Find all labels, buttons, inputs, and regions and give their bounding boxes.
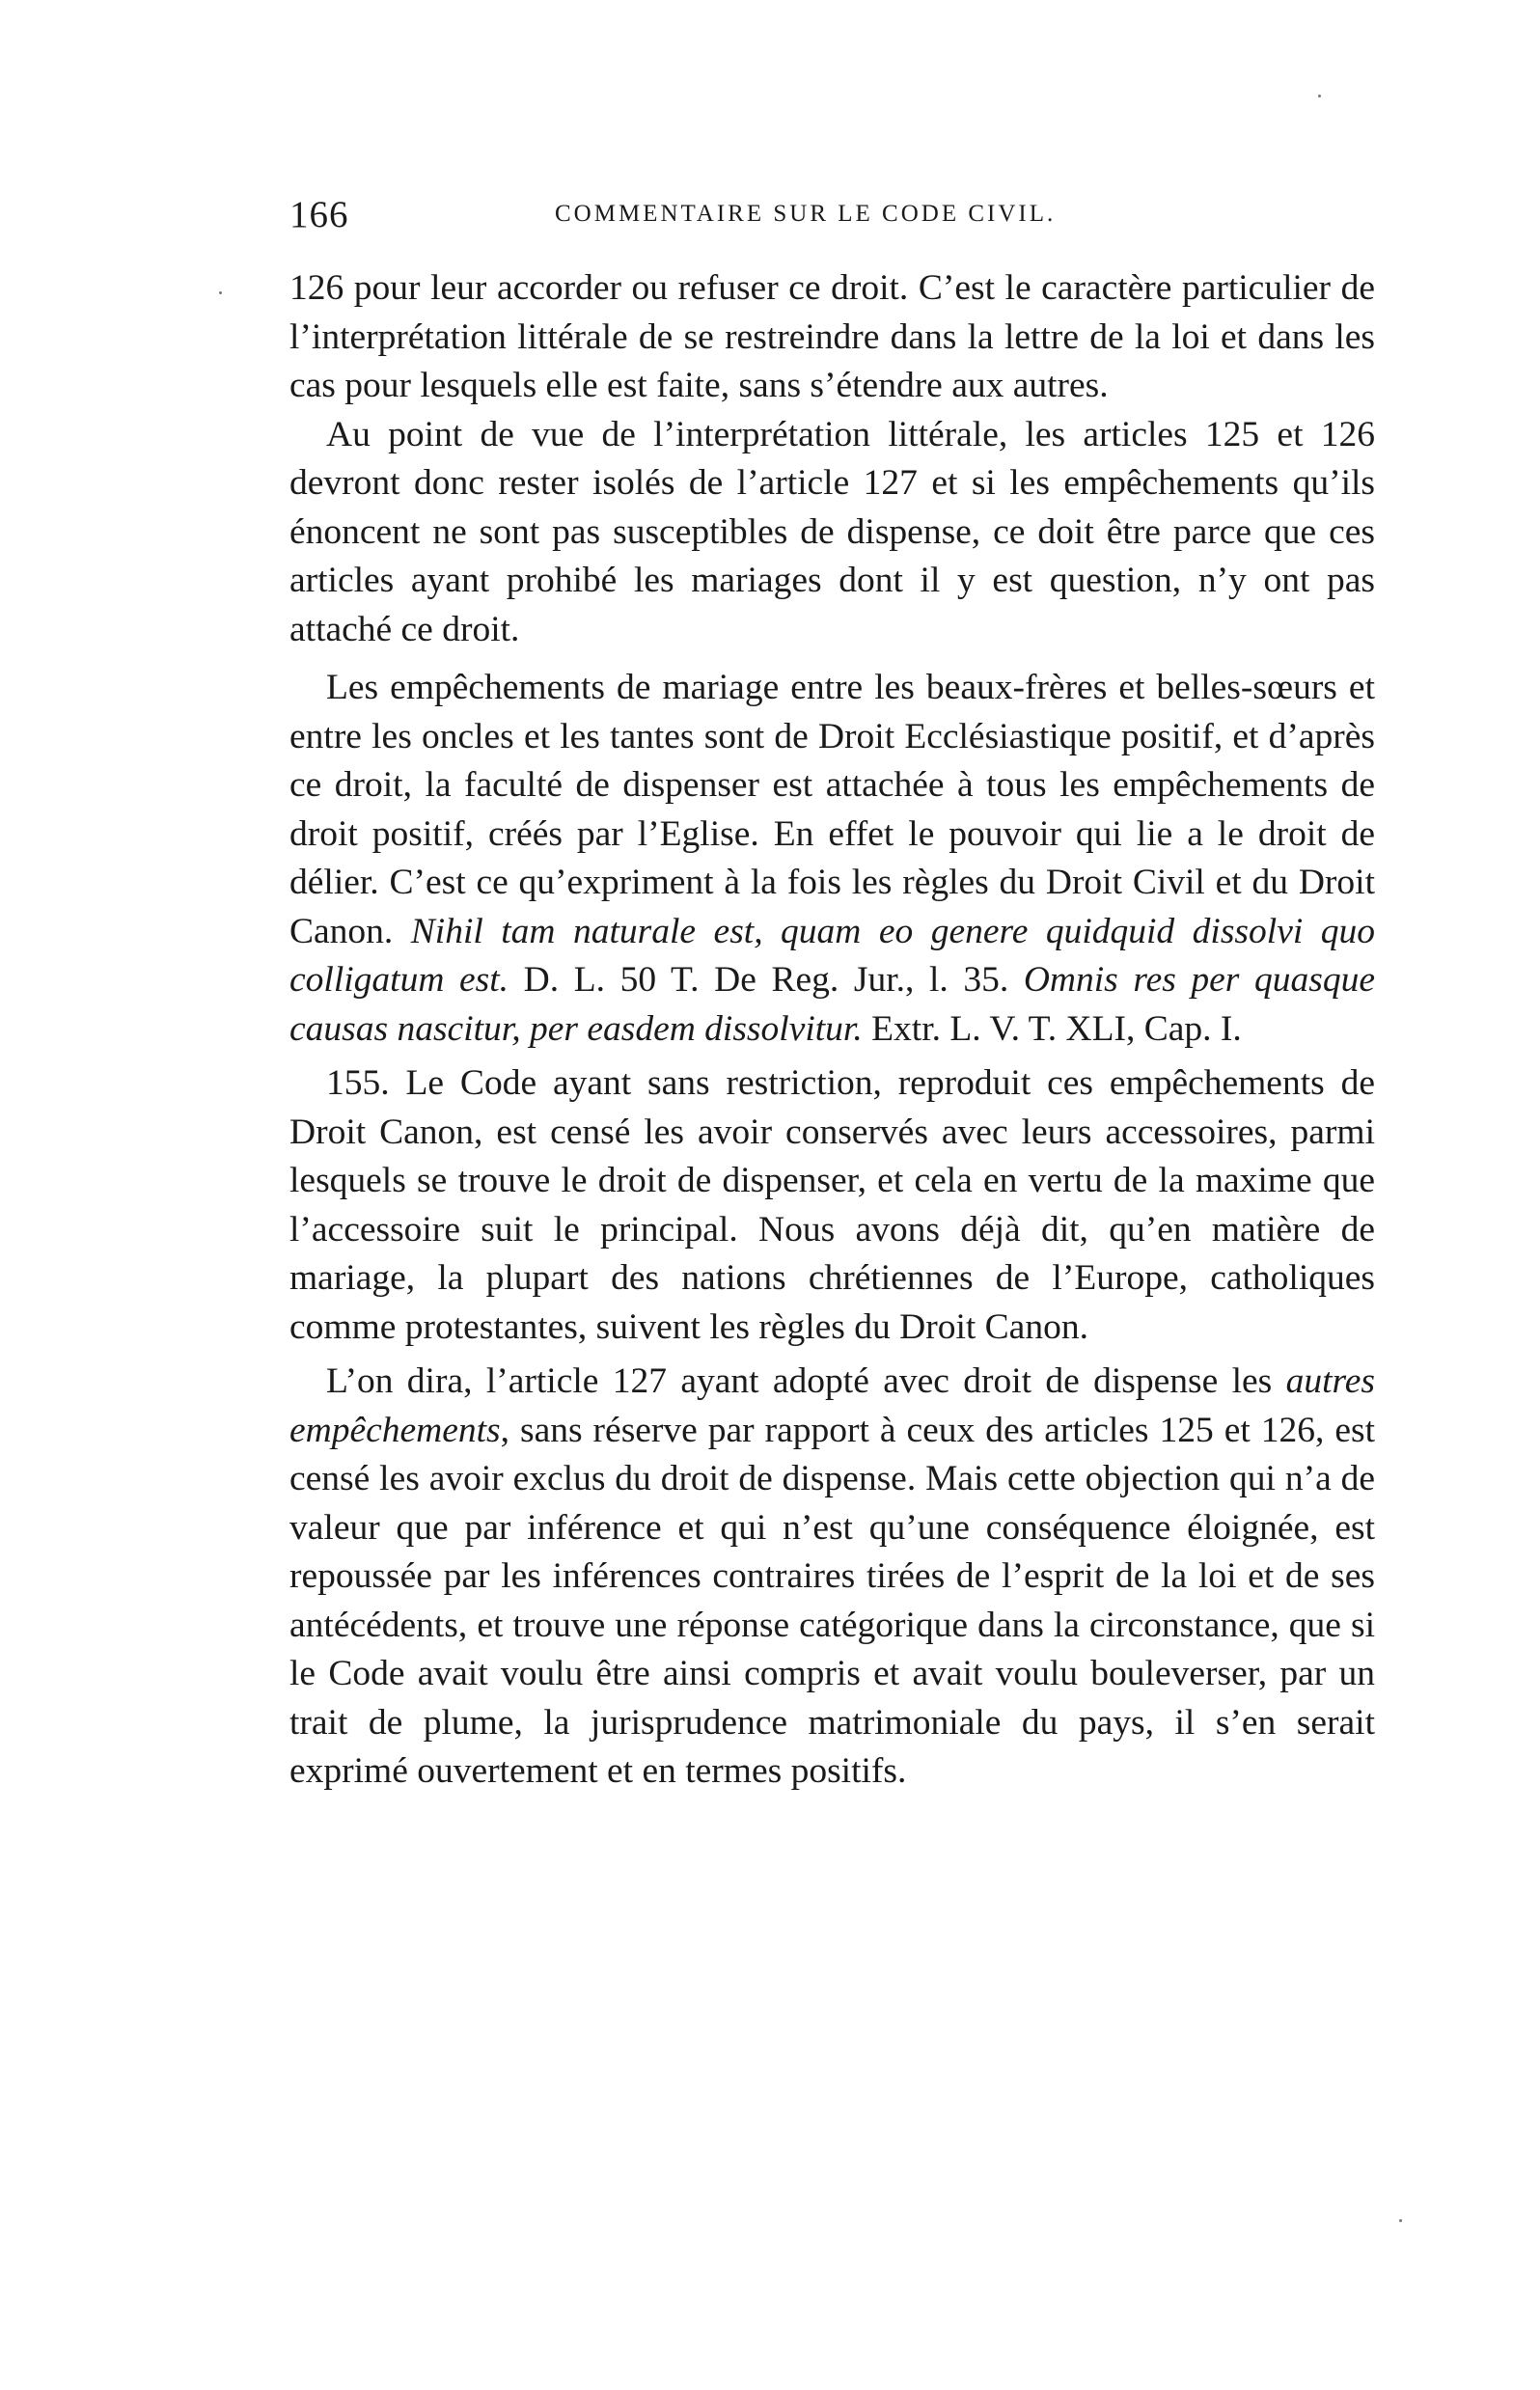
paragraph-objection: L’on dira, l’article 127 ayant adopté avec droit de dispense les autres empêchements, sans réserve par rapport à ceux des articles 125 et 126, est censé les avoir exclus du droit de dispense. Mais cette objection qui n’a de valeur que par inférence et qui n’est qu’une conséquence éloignée, est repoussée par les inférences contraires tirées de l’esprit de la loi et de ses antécédents, et trouve une réponse catégorique dans la circonstance, que si le Code avait voulu être ainsi compris et avait voulu bouleverser, par un trait de plume, la jurisprudence matrimoniale du pays, il s’en serait exprimé ouvertement et en termes positifs.: [289, 1361, 1375, 1791]
book-page: [289, 193, 1375, 1797]
scan-speck: [1318, 95, 1321, 97]
paragraph-literal-interpretation: Au point de vue de l’interprétation littérale, les articles 125 et 126 devront donc rester isolés de l’article 127 et si les empêchements qu’ils énoncent ne sont pas susceptibles de dispense, ce doit être parce que ces articles ayant prohibé les mariages dont il y est question, n’y ont pas attaché ce droit.: [289, 414, 1375, 649]
italic-phrase: autres empêchements: [289, 1361, 1375, 1450]
running-title: COMMENTAIRE SUR LE CODE CIVIL.: [555, 201, 1057, 227]
paragraph-155: 155. Le Code ayant sans restriction, reproduit ces empêchements de Droit Canon, est censé les avoir conservés avec leurs accessoires, parmi lesquels se trouve le droit de dispenser, et cela en vertu de la maxime que l’accessoire suit le principal. Nous avons déjà dit, qu’en matière de mariage, la plupart des nations chrétiennes de l’Europe, catholiques comme protestantes, suivent les règles du Droit Canon.: [289, 1063, 1375, 1347]
paragraph-continuation: 126 pour leur accorder ou refuser ce droit. C’est le caractère particulier de l’interprétation littérale de se restreindre dans la lettre de la loi et dans les cas pour lesquels elle est faite, sans s’étendre aux autres.: [289, 268, 1375, 405]
latin-quote-omnis: Omnis res per quasque causas nascitur, per easdem dissolvitur.: [289, 960, 1375, 1049]
body-text: [289, 264, 1375, 1797]
latin-quote-nihil: Nihil tam naturale est, quam eo genere quidquid dissolvi quo colligatum est.: [289, 911, 1375, 1000]
page-number: 166: [289, 194, 349, 235]
scan-speck: [219, 291, 222, 294]
paragraph-ecclesiastical-law: Les empêchements de mariage entre les beaux-frères et belles-sœurs et entre les oncles et les tantes sont de Droit Ecclésiastique positif, et d’après ce droit, la faculté de dispenser est attachée à tous les empêchements de droit positif, créés par l’Eglise. En effet le pouvoir qui lie a le droit de délier. C’est ce qu’expriment à la fois les règles du Droit Civil et du Droit Canon. Nihil tam naturale est, quam eo genere quidquid dissolvi quo colligatum est. D. L. 50 T. De Reg. Jur., l. 35. Omnis res per quasque causas nascitur, per easdem dissolvitur. Extr. L. V. T. XLI, Cap. I.: [289, 668, 1375, 1049]
running-head: [289, 193, 1375, 251]
scan-speck: [1399, 2219, 1402, 2222]
